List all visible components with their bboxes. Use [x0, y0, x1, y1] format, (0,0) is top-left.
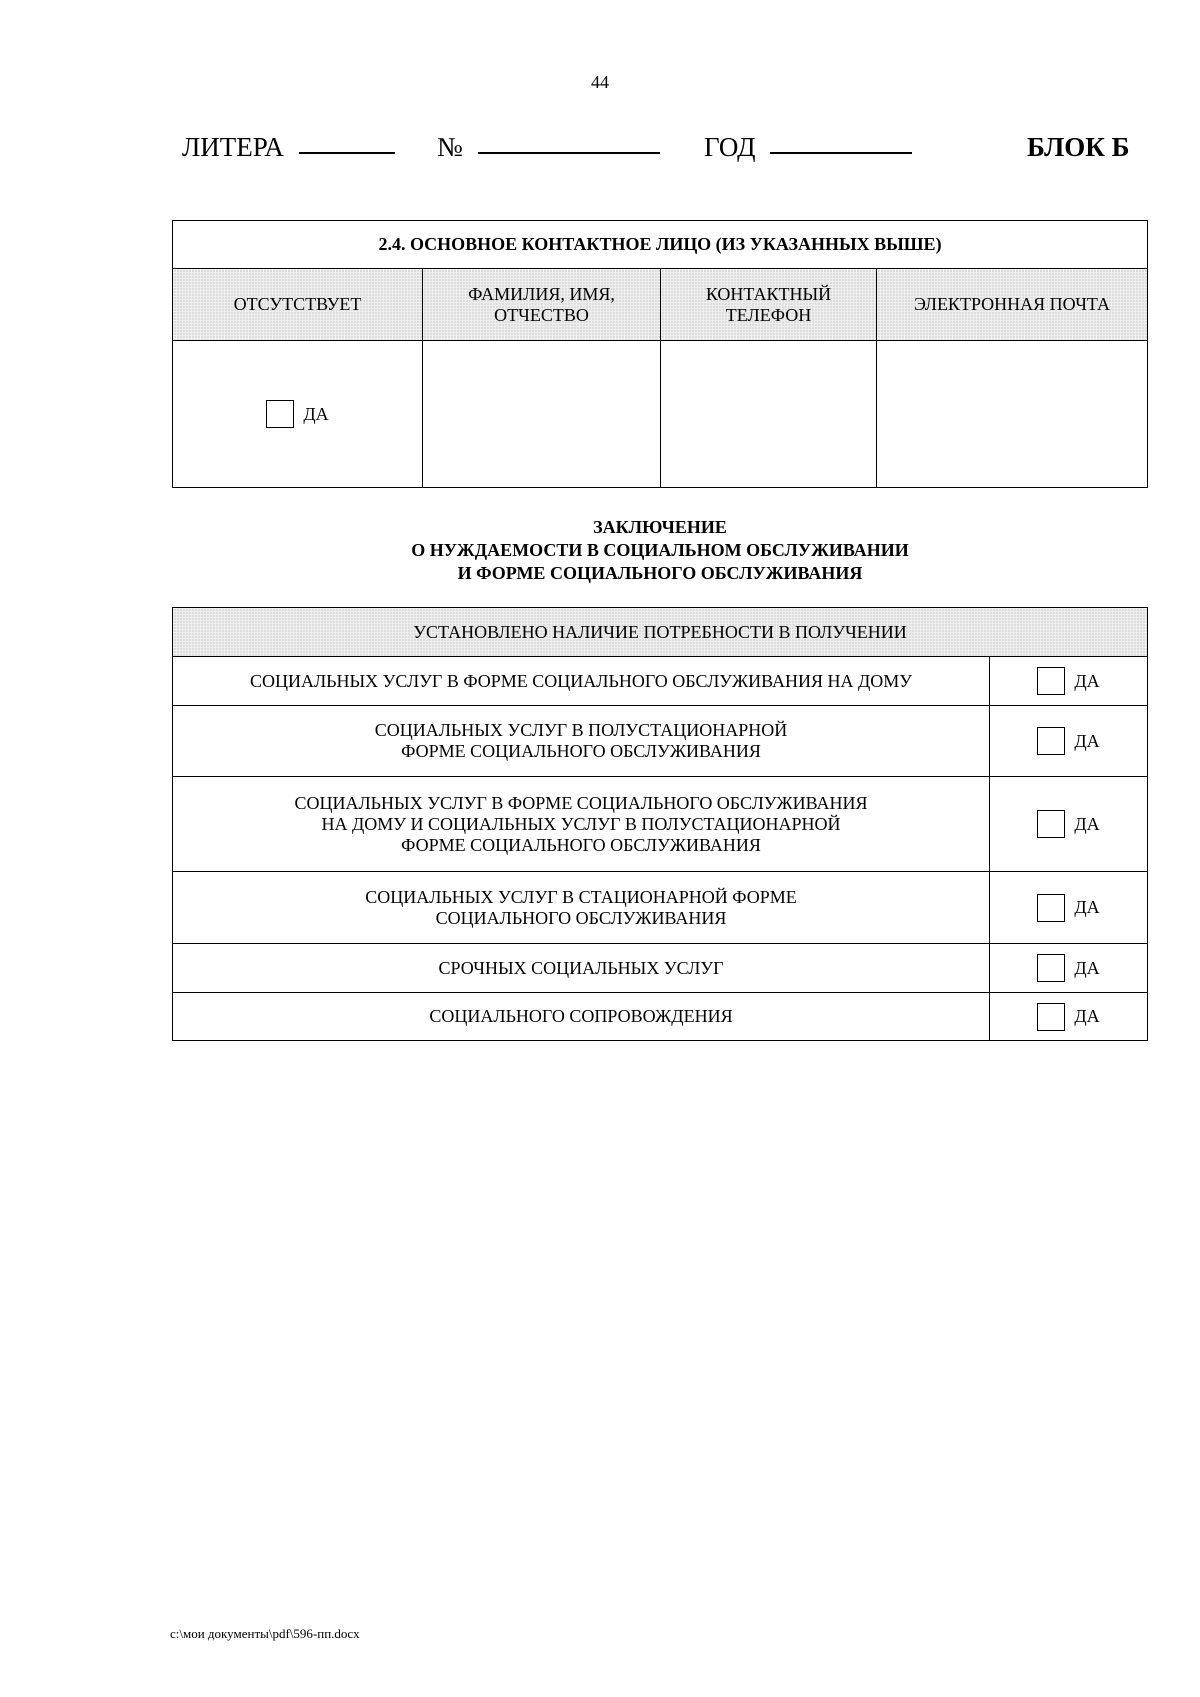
need-yes-label: ДА: [1074, 957, 1100, 978]
column-header-email: ЭЛЕКТРОННАЯ ПОЧТА: [877, 269, 1148, 341]
need-stationary-checkbox[interactable]: [1037, 894, 1065, 922]
column-header-phone: КОНТАКТНЫЙ ТЕЛЕФОН: [661, 269, 877, 341]
column-header-full-name: ФАМИЛИЯ, ИМЯ, ОТЧЕСТВО: [423, 269, 661, 341]
need-yes-cell: [990, 944, 1148, 993]
need-label: СОЦИАЛЬНЫХ УСЛУГ В ПОЛУСТАЦИОНАРНОЙ ФОРМЕ СОЦИАЛЬНОГО ОБСЛУЖИВАНИЯ: [173, 706, 990, 777]
page-number: 44: [591, 72, 609, 92]
need-yes-label: ДА: [1074, 730, 1100, 751]
need-label: СОЦИАЛЬНОГО СОПРОВОЖДЕНИЯ: [173, 993, 990, 1041]
need-yes-cell: [990, 872, 1148, 944]
table-row: [173, 944, 1148, 993]
need-label: СОЦИАЛЬНЫХ УСЛУГ В СТАЦИОНАРНОЙ ФОРМЕ СОЦИАЛЬНОГО ОБСЛУЖИВАНИЯ: [173, 872, 990, 944]
absent-cell: [173, 341, 423, 488]
need-yes-cell: [990, 993, 1148, 1041]
conclusion-subtitle-line-2: И ФОРМЕ СОЦИАЛЬНОГО ОБСЛУЖИВАНИЯ: [457, 563, 863, 583]
need-yes-label: ДА: [1074, 670, 1100, 691]
litera-label: ЛИТЕРА: [182, 132, 284, 162]
contact-person-table: [172, 220, 1148, 488]
need-yes-cell: [990, 777, 1148, 872]
number-label: №: [437, 132, 463, 162]
need-semi-stationary-checkbox[interactable]: [1037, 727, 1065, 755]
needs-table: [172, 607, 1148, 1041]
absent-yes-checkbox[interactable]: [266, 400, 294, 428]
need-home-and-semi-stationary-checkbox[interactable]: [1037, 810, 1065, 838]
litera-blank-line[interactable]: [299, 152, 395, 154]
year-field: [704, 132, 912, 163]
need-yes-label: ДА: [1074, 1006, 1100, 1026]
needs-table-header: УСТАНОВЛЕНО НАЛИЧИЕ ПОТРЕБНОСТИ В ПОЛУЧЕНИИ: [173, 608, 1148, 657]
full-name-cell[interactable]: [423, 341, 661, 488]
conclusion-subtitle-line-1: О НУЖДАЕМОСТИ В СОЦИАЛЬНОМ ОБСЛУЖИВАНИИ: [411, 540, 909, 560]
need-yes-cell: [990, 706, 1148, 777]
number-blank-line[interactable]: [478, 152, 660, 154]
year-blank-line[interactable]: [770, 152, 912, 154]
need-yes-label: ДА: [1074, 813, 1100, 834]
table-row: [173, 777, 1148, 872]
number-field: [437, 132, 660, 163]
contact-table-title: 2.4. ОСНОВНОЕ КОНТАКТНОЕ ЛИЦО (ИЗ УКАЗАННЫХ ВЫШЕ): [173, 221, 1148, 269]
need-home-service-checkbox[interactable]: [1037, 667, 1065, 695]
year-label: ГОД: [704, 132, 756, 162]
table-row: [173, 872, 1148, 944]
need-label: СОЦИАЛЬНЫХ УСЛУГ В ФОРМЕ СОЦИАЛЬНОГО ОБСЛУЖИВАНИЯ НА ДОМУ: [173, 657, 990, 706]
need-yes-label: ДА: [1074, 897, 1100, 917]
column-header-absent: ОТСУТСТВУЕТ: [173, 269, 423, 341]
litera-field: [182, 132, 395, 163]
need-label: СРОЧНЫХ СОЦИАЛЬНЫХ УСЛУГ: [173, 944, 990, 993]
phone-cell[interactable]: [661, 341, 877, 488]
table-row: [173, 993, 1148, 1041]
footer-file-path: c:\мои документы\pdf\596-пп.docx: [170, 1626, 360, 1641]
email-cell[interactable]: [877, 341, 1148, 488]
need-social-support-checkbox[interactable]: [1037, 1003, 1065, 1031]
need-urgent-services-checkbox[interactable]: [1037, 954, 1065, 982]
table-row: [173, 706, 1148, 777]
block-label: БЛОК Б: [1027, 132, 1130, 162]
conclusion-title: ЗАКЛЮЧЕНИЕ: [593, 517, 727, 537]
table-row: [173, 657, 1148, 706]
need-yes-cell: [990, 657, 1148, 706]
absent-yes-label: ДА: [303, 403, 329, 424]
conclusion-heading: [0, 516, 1200, 585]
need-label: СОЦИАЛЬНЫХ УСЛУГ В ФОРМЕ СОЦИАЛЬНОГО ОБСЛУЖИВАНИЯ НА ДОМУ И СОЦИАЛЬНЫХ УСЛУГ В ПОЛУСТАЦИОНАРНОЙ ФОРМЕ СОЦИАЛЬНОГО ОБСЛУЖИВАНИЯ: [173, 777, 990, 872]
